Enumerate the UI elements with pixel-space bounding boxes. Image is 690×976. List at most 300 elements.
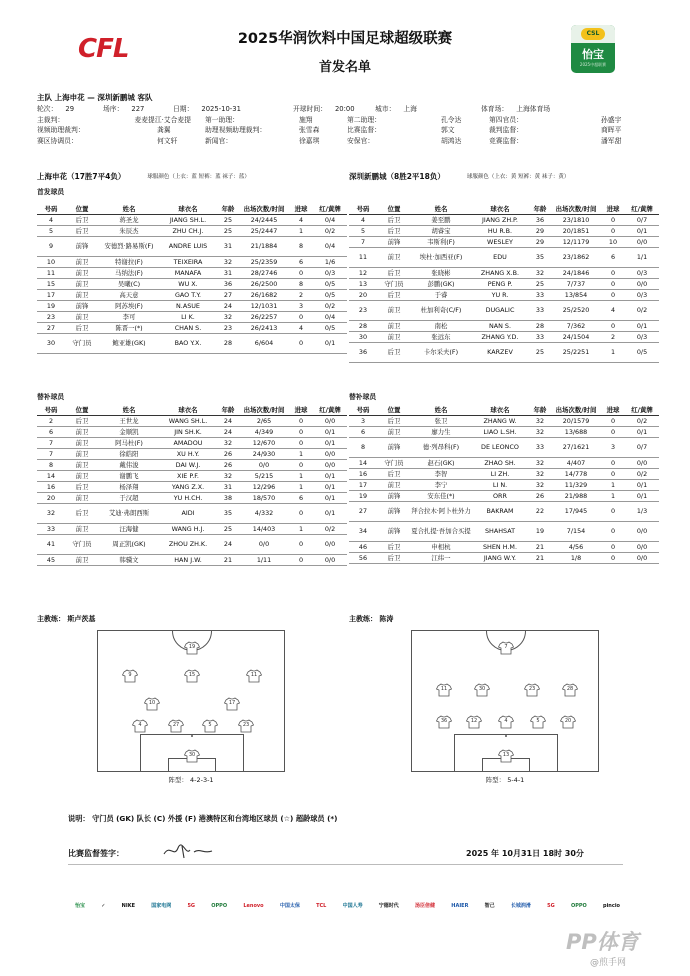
player-shirt-icon: 10 xyxy=(144,697,160,711)
player-cell: 23/1810 xyxy=(551,214,601,225)
player-cell: 前卫 xyxy=(65,492,99,503)
official-entry: 助理视频助理裁判： 张雪森 xyxy=(205,126,320,134)
player-cell: MANAFA xyxy=(159,267,217,278)
player-cell: 0 xyxy=(289,426,313,437)
player-cell: 韩骥文 xyxy=(99,554,159,565)
player-cell: 0/0 xyxy=(625,457,659,468)
player-cell: 25 xyxy=(529,342,551,362)
player-cell: 23 xyxy=(217,322,239,333)
player-cell: 前锋 xyxy=(377,437,411,457)
player-cell: 0/2 xyxy=(313,300,347,311)
player-row xyxy=(37,534,347,554)
csl-sponsor-logo: CSL 怡宝 2025中超联赛 xyxy=(571,25,615,73)
player-row xyxy=(37,554,347,565)
player-row xyxy=(349,490,659,501)
player-cell: 前锋 xyxy=(377,521,411,541)
player-cell: 周正凯(GK) xyxy=(99,534,159,554)
officials-row xyxy=(37,115,657,126)
official-entry: 竞赛监督： 潘军甜 xyxy=(489,136,622,145)
player-cell: 4 xyxy=(37,214,65,225)
player-cell: 35 xyxy=(217,503,239,523)
player-cell: PENG P. xyxy=(471,278,529,289)
player-cell: 28/2746 xyxy=(239,267,289,278)
sponsor-logo: ✓ xyxy=(101,902,106,909)
player-shirt-icon: 23 xyxy=(238,719,254,733)
player-row xyxy=(349,521,659,541)
player-cell: 20 xyxy=(349,289,377,300)
column-header: 位置 xyxy=(65,405,99,415)
player-cell: 25 xyxy=(217,214,239,225)
player-cell: 0/1 xyxy=(625,225,659,236)
player-cell: 22 xyxy=(529,501,551,521)
player-cell: 4 xyxy=(289,322,313,333)
away-starters-table xyxy=(349,204,659,363)
player-cell: 6 xyxy=(37,426,65,437)
player-cell: 21/988 xyxy=(551,490,601,501)
player-cell: 27 xyxy=(349,501,377,521)
player-cell: 李可 xyxy=(99,311,159,322)
player-cell: 前卫 xyxy=(377,300,411,320)
player-cell: 0/3 xyxy=(625,267,659,278)
player-cell: 20 xyxy=(37,492,65,503)
column-header: 出场次数/时间 xyxy=(551,204,601,214)
player-cell: 1 xyxy=(289,225,313,236)
player-cell: 朱辰杰 xyxy=(99,225,159,236)
player-cell: HAN J.W. xyxy=(159,554,217,565)
player-cell: 16 xyxy=(37,481,65,492)
player-cell: 26/1682 xyxy=(239,289,289,300)
player-row xyxy=(37,225,347,236)
player-cell: 32 xyxy=(217,437,239,448)
player-cell: AIDI xyxy=(159,503,217,523)
player-shirt-icon: 11 xyxy=(436,683,452,697)
column-header: 姓名 xyxy=(99,405,159,415)
sponsor-logo: 宁德时代 xyxy=(378,903,399,909)
player-cell: 32 xyxy=(37,503,65,523)
cfl-logo: CFL xyxy=(78,34,129,64)
player-cell: 8 xyxy=(349,437,377,457)
player-cell: 0 xyxy=(601,521,625,541)
column-header: 位置 xyxy=(65,204,99,214)
player-cell: 胡睿宝 xyxy=(411,225,471,236)
player-cell: 0/3 xyxy=(313,267,347,278)
sponsor-logo: 国家电网 xyxy=(151,903,172,909)
sponsor-strip xyxy=(75,902,620,909)
player-cell: 9 xyxy=(37,236,65,256)
player-cell: 0/0 xyxy=(625,552,659,563)
player-cell: 0/2 xyxy=(313,225,347,236)
player-cell: 24 xyxy=(217,300,239,311)
player-cell: 前卫 xyxy=(377,331,411,342)
player-cell: 0/0 xyxy=(625,521,659,541)
player-cell: ORR xyxy=(471,490,529,501)
player-cell: 33 xyxy=(529,289,551,300)
player-cell: 0 xyxy=(601,426,625,437)
player-cell: 5 xyxy=(37,225,65,236)
player-cell: 后卫 xyxy=(377,541,411,552)
player-cell: 0/1 xyxy=(313,470,347,481)
document-title: 首发名单 xyxy=(318,60,371,75)
player-cell: 21 xyxy=(217,554,239,565)
player-cell: 33 xyxy=(529,437,551,457)
player-cell: 32 xyxy=(529,479,551,490)
player-row xyxy=(349,479,659,490)
player-row xyxy=(349,457,659,468)
player-cell: 7 xyxy=(37,448,65,459)
player-cell: 0/3 xyxy=(625,331,659,342)
player-cell: 0 xyxy=(601,552,625,563)
column-header: 号码 xyxy=(37,204,65,214)
player-row xyxy=(37,523,347,534)
league-title: 2025华润饮料中国足球超级联赛 xyxy=(237,31,453,47)
player-row xyxy=(349,320,659,331)
match-details-row: 轮次： 29 场序： 227 日期： 2025-10-31 开球时间： 20:00 城市： 上海 体育场： 上海体育场 xyxy=(37,105,551,113)
player-cell: 1/1 xyxy=(625,247,659,267)
player-shirt-icon: 5 xyxy=(202,719,218,733)
official-entry: 新闻官： 徐嘉琪 xyxy=(205,136,320,145)
player-cell: 56 xyxy=(349,552,377,563)
player-cell: 后卫 xyxy=(65,214,99,225)
player-cell: 0 xyxy=(601,320,625,331)
player-cell: 24 xyxy=(217,415,239,426)
player-cell: 13 xyxy=(349,278,377,289)
player-shirt-icon: 19 xyxy=(184,641,200,655)
player-shirt-icon: 4 xyxy=(498,715,514,729)
player-cell: 德·列昂科(F) xyxy=(411,437,471,457)
sponsor-logo: NIKE xyxy=(121,902,135,909)
player-cell: 5 xyxy=(349,225,377,236)
player-cell: 13/688 xyxy=(551,426,601,437)
player-cell: 江纬一 xyxy=(411,552,471,563)
official-entry: 第二助理： 孔令达 xyxy=(347,115,462,124)
player-cell: 36 xyxy=(217,278,239,289)
sponsor-logo: Lenovo xyxy=(243,902,264,909)
player-cell: 0/1 xyxy=(625,426,659,437)
player-cell: N.ASUE xyxy=(159,300,217,311)
player-cell: XU H.Y. xyxy=(159,448,217,459)
player-cell: 32 xyxy=(529,415,551,426)
player-cell: 32 xyxy=(217,311,239,322)
player-cell: 前卫 xyxy=(65,448,99,459)
player-cell: 1/3 xyxy=(625,501,659,521)
player-cell: 31 xyxy=(217,481,239,492)
player-cell: 24/1504 xyxy=(551,331,601,342)
player-cell: 前卫 xyxy=(377,247,411,267)
column-header: 姓名 xyxy=(411,405,471,415)
player-shirt-icon: 27 xyxy=(168,719,184,733)
pp-sports-watermark: PP体育 xyxy=(566,930,639,954)
player-row xyxy=(349,501,659,521)
player-cell: 高天意 xyxy=(99,289,159,300)
player-cell: 26/2500 xyxy=(239,278,289,289)
player-cell: 4 xyxy=(349,214,377,225)
player-cell: 安德烈·路易斯(F) xyxy=(99,236,159,256)
player-row xyxy=(37,470,347,481)
player-cell: 汪海健 xyxy=(99,523,159,534)
away-team-header: 深圳新鹏城（8胜2平18负） 球服颜色（上衣：黄 短裤：黄 袜子：黄） xyxy=(349,171,570,181)
column-header: 球衣名 xyxy=(471,204,529,214)
player-cell: 0/4 xyxy=(313,236,347,256)
player-cell: 前锋 xyxy=(377,501,411,521)
player-cell: 前锋 xyxy=(65,300,99,311)
player-row xyxy=(37,289,347,300)
player-cell: 0/5 xyxy=(313,278,347,289)
sponsor-logo: 长城润滑 xyxy=(510,903,531,909)
player-cell: 32 xyxy=(217,470,239,481)
column-header: 年龄 xyxy=(529,405,551,415)
player-cell: 1/11 xyxy=(239,554,289,565)
player-cell: 前卫 xyxy=(65,470,99,481)
player-cell: 南松 xyxy=(411,320,471,331)
player-cell: 6/604 xyxy=(239,333,289,353)
player-row xyxy=(349,236,659,247)
player-cell: 1 xyxy=(601,490,625,501)
player-cell: LI ZH. xyxy=(471,468,529,479)
player-cell: 前卫 xyxy=(65,437,99,448)
sponsor-logo: 5G xyxy=(547,902,555,909)
player-cell: JIANG ZH.P. xyxy=(471,214,529,225)
player-cell: 0 xyxy=(289,267,313,278)
player-cell: 前卫 xyxy=(65,311,99,322)
official-entry: 主裁判： 麦麦提江·艾合麦提 xyxy=(37,115,191,124)
player-cell: 0/1 xyxy=(313,437,347,448)
player-row xyxy=(37,503,347,523)
player-cell: 后卫 xyxy=(65,481,99,492)
player-shirt-icon: 11 xyxy=(246,669,262,683)
player-cell: 拜合拉木·阿卜杜外力 xyxy=(411,501,471,521)
player-cell: 7/737 xyxy=(551,278,601,289)
player-cell: 前卫 xyxy=(65,278,99,289)
player-cell: 7/362 xyxy=(551,320,601,331)
player-cell: 0 xyxy=(601,289,625,300)
player-cell: WESLEY xyxy=(471,236,529,247)
player-cell: 19 xyxy=(349,490,377,501)
player-cell: LI K. xyxy=(159,311,217,322)
player-cell: 46 xyxy=(349,541,377,552)
player-cell: ZHANG Y.D. xyxy=(471,331,529,342)
player-row xyxy=(349,426,659,437)
column-header: 球衣名 xyxy=(471,405,529,415)
player-cell: 12/296 xyxy=(239,481,289,492)
player-cell: 王世龙 xyxy=(99,415,159,426)
player-shirt-icon: 30 xyxy=(474,683,490,697)
player-cell: 前锋 xyxy=(65,236,99,256)
player-cell: 李宁 xyxy=(411,479,471,490)
player-row xyxy=(349,468,659,479)
player-cell: 34 xyxy=(349,521,377,541)
player-cell: 0 xyxy=(601,457,625,468)
player-cell: 36 xyxy=(529,214,551,225)
column-header: 出场次数/时间 xyxy=(239,405,289,415)
player-cell: 安东佳(*) xyxy=(411,490,471,501)
column-header: 出场次数/时间 xyxy=(551,405,601,415)
player-cell: 6 xyxy=(289,492,313,503)
player-cell: XIE P.F. xyxy=(159,470,217,481)
player-cell: 后卫 xyxy=(377,289,411,300)
player-row xyxy=(349,437,659,457)
player-cell: 申相杭 xyxy=(411,541,471,552)
player-cell: 12/1179 xyxy=(551,236,601,247)
player-cell: 0 xyxy=(601,501,625,521)
player-cell: 0/0 xyxy=(625,236,659,247)
player-cell: JIANG SH.L. xyxy=(159,214,217,225)
player-cell: AMADOU xyxy=(159,437,217,448)
player-cell: 0 xyxy=(601,541,625,552)
player-row xyxy=(37,437,347,448)
official-entry: 第四官员： 孙盛宇 xyxy=(489,115,622,124)
column-header: 红/黄牌 xyxy=(625,405,659,415)
player-cell: 后卫 xyxy=(377,415,411,426)
player-row xyxy=(349,289,659,300)
player-shirt-icon: 9 xyxy=(122,669,138,683)
player-cell: 20/1851 xyxy=(551,225,601,236)
player-cell: 前卫 xyxy=(377,426,411,437)
player-cell: 0/1 xyxy=(625,479,659,490)
player-row xyxy=(37,492,347,503)
player-row xyxy=(349,541,659,552)
player-cell: 0 xyxy=(289,311,313,322)
player-cell: 谢鹏飞 xyxy=(99,470,159,481)
player-row xyxy=(349,278,659,289)
player-cell: 20/1579 xyxy=(551,415,601,426)
player-cell: 韦斯利(F) xyxy=(411,236,471,247)
player-cell: 马纳法(F) xyxy=(99,267,159,278)
player-cell: WU X. xyxy=(159,278,217,289)
player-cell: KARZEV xyxy=(471,342,529,362)
player-cell: 11 xyxy=(349,247,377,267)
player-cell: 36 xyxy=(349,342,377,362)
player-cell: 0/2 xyxy=(313,523,347,534)
official-entry: 安保官： 胡鸿达 xyxy=(347,136,462,145)
column-header: 红/黄牌 xyxy=(313,204,347,214)
player-cell: 姜至鹏 xyxy=(411,214,471,225)
divider xyxy=(68,864,623,865)
player-cell: 阿马杜(F) xyxy=(99,437,159,448)
column-header: 年龄 xyxy=(529,204,551,214)
player-cell: 0/1 xyxy=(313,481,347,492)
player-cell: 12/670 xyxy=(239,437,289,448)
home-formation-pitch xyxy=(97,630,285,772)
player-cell: 0/4 xyxy=(313,214,347,225)
player-row xyxy=(37,448,347,459)
player-cell: 21 xyxy=(529,552,551,563)
player-cell: 12/1031 xyxy=(239,300,289,311)
player-cell: 12 xyxy=(349,267,377,278)
player-cell: 45 xyxy=(37,554,65,565)
player-cell: 后卫 xyxy=(377,267,411,278)
sponsor-logo: pincio xyxy=(603,902,620,909)
player-cell: 30 xyxy=(37,333,65,353)
player-cell: ZHOU ZH.K. xyxy=(159,534,217,554)
player-cell: 27 xyxy=(37,322,65,333)
player-cell: 26 xyxy=(217,448,239,459)
away-formation-pitch xyxy=(411,630,599,772)
player-cell: BAKRAM xyxy=(471,501,529,521)
player-shirt-icon: 12 xyxy=(466,715,482,729)
player-row xyxy=(37,214,347,225)
player-cell: 4/407 xyxy=(551,457,601,468)
player-cell: 0/1 xyxy=(313,333,347,353)
column-header: 红/黄牌 xyxy=(313,405,347,415)
player-cell: 5/215 xyxy=(239,470,289,481)
home-coach: 主教练： 斯卢茨基 xyxy=(37,615,96,623)
player-cell: 0/2 xyxy=(625,468,659,479)
player-cell: 32 xyxy=(217,256,239,267)
player-cell: 26/2257 xyxy=(239,311,289,322)
column-header: 球衣名 xyxy=(159,204,217,214)
official-entry: 赛区协调员： 何文轩 xyxy=(37,136,178,145)
column-header: 年龄 xyxy=(217,405,239,415)
player-cell: 2/65 xyxy=(239,415,289,426)
player-cell: 杨泽翔 xyxy=(99,481,159,492)
player-cell: 1 xyxy=(289,470,313,481)
away-subs-label: 替补球员 xyxy=(349,393,377,401)
player-cell: 陈晋一(*) xyxy=(99,322,159,333)
player-cell: TEIXEIRA xyxy=(159,256,217,267)
signature-label: 比赛监督签字： xyxy=(68,849,124,858)
player-cell: 0/0 xyxy=(313,534,347,554)
home-subs-table xyxy=(37,405,347,566)
player-cell: 23 xyxy=(37,311,65,322)
player-cell: 张卫 xyxy=(411,415,471,426)
player-cell: 24/1846 xyxy=(551,267,601,278)
player-cell: HU R.B. xyxy=(471,225,529,236)
player-cell: DUGALIC xyxy=(471,300,529,320)
player-cell: 0/0 xyxy=(625,541,659,552)
player-cell: 1 xyxy=(289,481,313,492)
weibo-handle: @煎手网 xyxy=(590,958,627,968)
player-shirt-icon: 20 xyxy=(560,715,576,729)
player-cell: 后卫 xyxy=(377,225,411,236)
player-cell: 33 xyxy=(529,300,551,320)
legend-note: 说明： 守门员 (GK) 队长 (C) 外援 (F) 港澳特区和台湾地区球员 (☆) 超龄球员 (*) xyxy=(68,814,338,823)
player-cell: JIN SH.K. xyxy=(159,426,217,437)
player-cell: 0/2 xyxy=(625,300,659,320)
player-row xyxy=(37,278,347,289)
player-cell: 0/0 xyxy=(313,448,347,459)
player-cell: 3 xyxy=(289,300,313,311)
player-cell: 前卫 xyxy=(377,320,411,331)
player-cell: 蒋圣龙 xyxy=(99,214,159,225)
player-row xyxy=(37,311,347,322)
player-shirt-icon: 4 xyxy=(132,719,148,733)
player-row xyxy=(349,214,659,225)
player-cell: 4 xyxy=(289,214,313,225)
player-cell: 0 xyxy=(289,554,313,565)
player-cell: 13/854 xyxy=(551,289,601,300)
document-header xyxy=(0,0,690,90)
player-cell: 7 xyxy=(349,236,377,247)
player-cell: 后卫 xyxy=(377,214,411,225)
player-cell: 4 xyxy=(601,300,625,320)
column-header: 号码 xyxy=(349,204,377,214)
home-formation-label: 阵型： 4-2-3-1 xyxy=(168,776,214,784)
player-cell: 14 xyxy=(349,457,377,468)
player-cell: 24 xyxy=(217,426,239,437)
player-cell: 25 xyxy=(217,225,239,236)
player-cell: 14/403 xyxy=(239,523,289,534)
player-cell: 卡尔采夫(F) xyxy=(411,342,471,362)
player-row xyxy=(37,256,347,267)
player-shirt-icon: 5 xyxy=(530,715,546,729)
player-cell: 彭鹏(GK) xyxy=(411,278,471,289)
player-cell: 守门员 xyxy=(65,534,99,554)
player-cell: 25/2359 xyxy=(239,256,289,267)
player-cell: 前卫 xyxy=(65,554,99,565)
player-cell: 24/2445 xyxy=(239,214,289,225)
player-cell: 27 xyxy=(217,289,239,300)
player-cell: 19 xyxy=(37,300,65,311)
